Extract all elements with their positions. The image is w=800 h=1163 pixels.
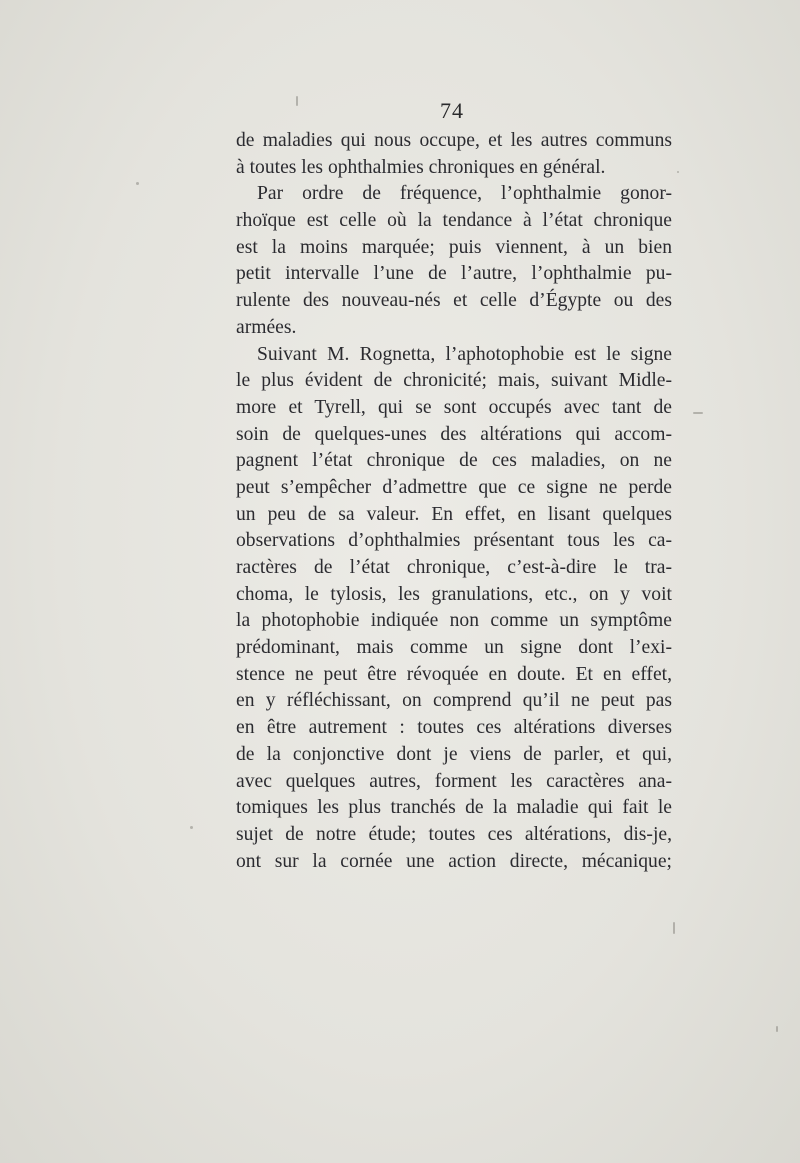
text-line: ont sur la cornée une action directe, mécanique; [236,850,672,872]
text-line: observations d’ophthalmies présentant tous les ca- [236,530,672,552]
text-line: rhoïque est celle où la tendance à l’état chronique [236,210,672,232]
text-line: sujet de notre étude; toutes ces altérations, dis-je, [236,823,672,845]
text-line: Suivant M. Rognetta, l’aphotophobie est le signe [257,343,672,365]
text-line: armées. [236,316,297,338]
text-line: choma, le tylosis, les granulations, etc., on y voit [236,583,672,605]
text-line: soin de quelques-unes des altérations qui accom- [236,423,672,445]
paper-speck [136,182,139,185]
text-line: le plus évident de chronicité; mais, suivant Midle- [236,370,672,392]
text-line: prédominant, mais comme un signe dont l’exi- [236,637,672,659]
text-line: petit intervalle l’une de l’autre, l’ophthalmie pu- [236,263,672,285]
text-line: more et Tyrell, qui se sont occupés avec tant de [236,396,672,418]
text-line: en y réfléchissant, on comprend qu’il ne peut pas [236,690,672,712]
text-line: tomiques les plus tranchés de la maladie qui fait le [236,797,672,819]
paper-speck [677,171,679,173]
body-text [236,128,672,875]
text-line: stence ne peut être révoquée en doute. Et en effet, [236,663,672,685]
text-line: pagnent l’état chronique de ces maladies, on ne [236,450,672,472]
text-line: la photophobie indiquée non comme un symptôme [236,610,672,632]
text-line: rulente des nouveau-nés et celle d’Égypte ou des [236,290,672,312]
text-line: à toutes les ophthalmies chroniques en général. [236,156,606,178]
paper-speck [776,1026,778,1032]
paper-speck [693,412,703,414]
text-line: ractères de l’état chronique, c’est-à-dire le tra- [236,557,672,578]
paper-speck [190,826,193,829]
paper-speck [673,922,675,934]
paper-speck [296,96,298,106]
text-line: est la moins marquée; puis viennent, à un bien [236,236,672,258]
text-line: en être autrement : toutes ces altérations diverses [236,717,672,739]
text-line: Par ordre de fréquence, l’ophthalmie gonor- [257,183,672,205]
text-line: un peu de sa valeur. En effet, en lisant quelques [236,503,672,525]
text-line: peut s’empêcher d’admettre que ce signe ne perde [236,476,672,498]
text-line: de maladies qui nous occupe, et les autres communs [236,130,672,151]
page-number: 74 [440,98,464,123]
text-line: avec quelques autres, forment les caractères ana- [236,770,672,792]
text-line: de la conjonctive dont je viens de parler, et qui, [236,743,672,765]
